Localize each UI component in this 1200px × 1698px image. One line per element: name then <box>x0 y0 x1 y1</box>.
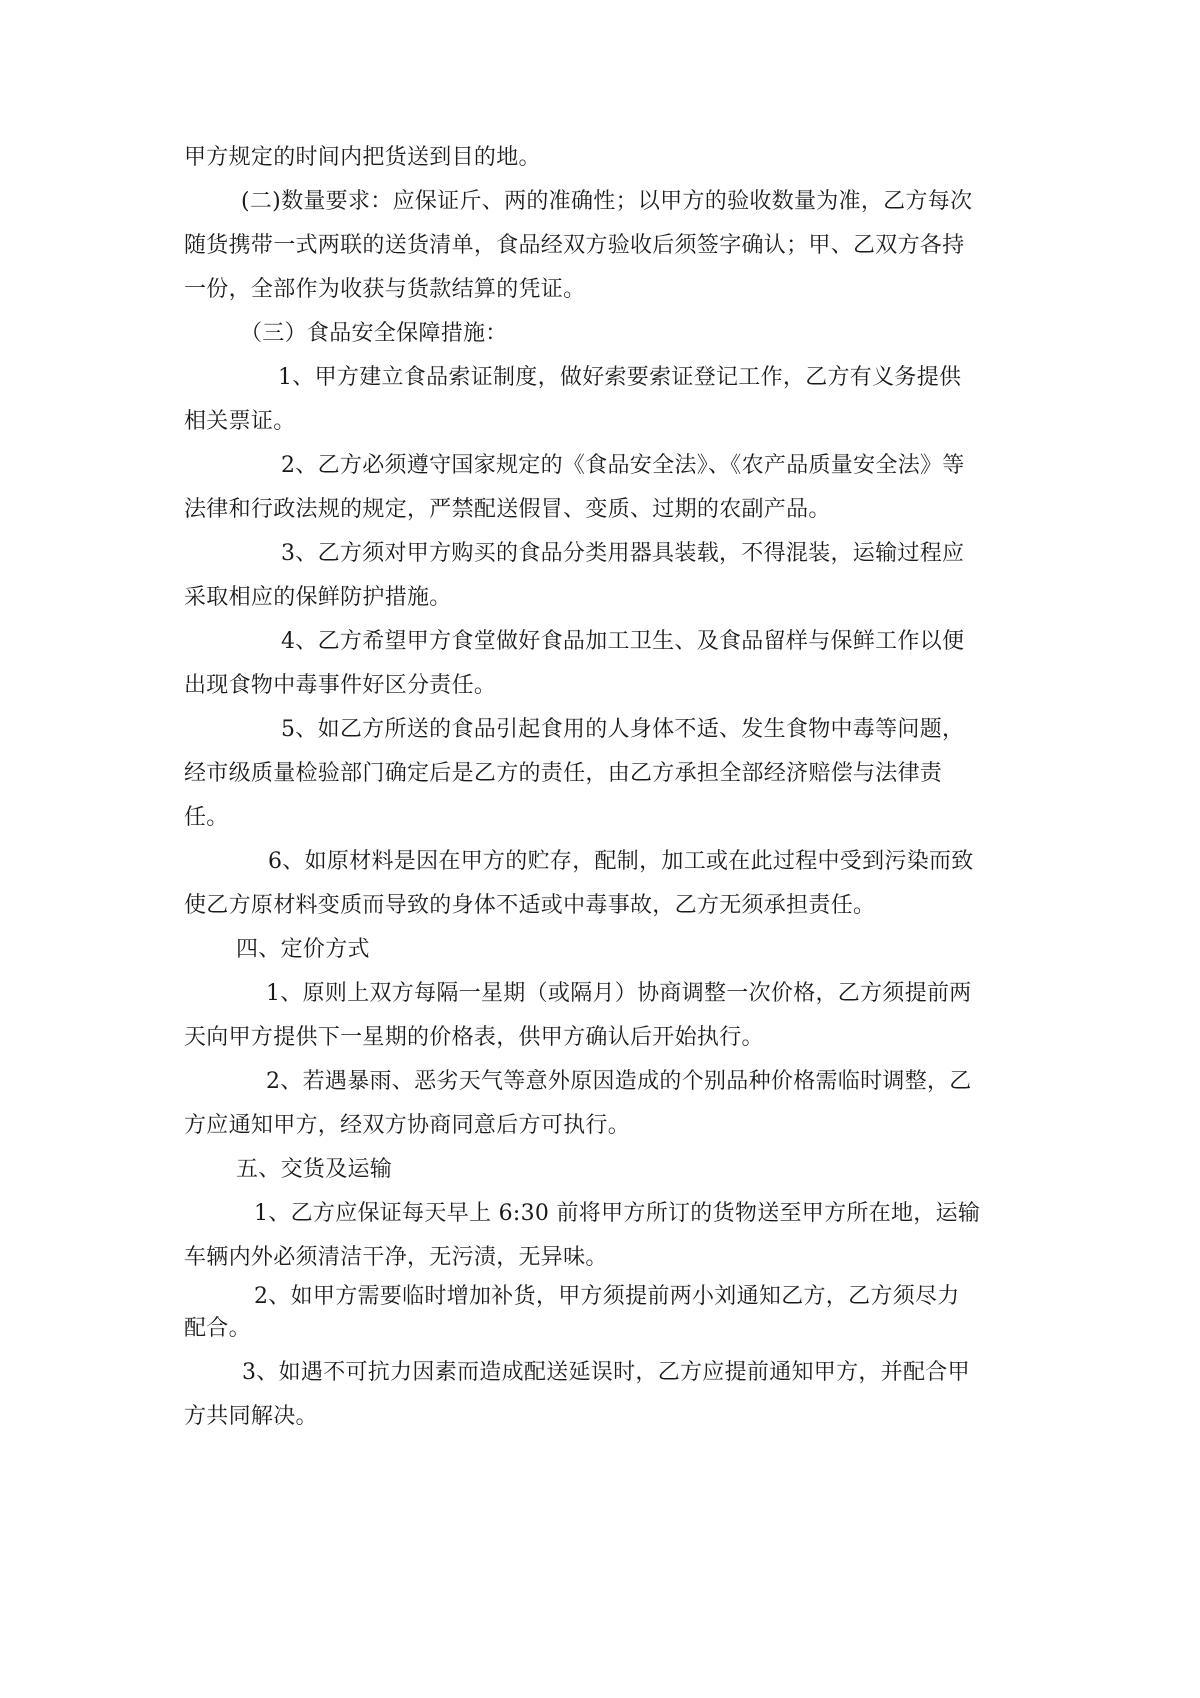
text-line: 甲方规定的时间内把货送到目的地。 <box>184 145 541 170</box>
text-line: 经市级质量检验部门确定后是乙方的责任，由乙方承担全部经济赔偿与法律责 <box>184 761 943 786</box>
text-line: 出现食物中毒事件好区分责任。 <box>184 673 497 698</box>
text-line: 1、原则上双方每隔一星期（或隔月）协商调整一次价格，乙方须提前两 <box>266 981 972 1006</box>
text-line: 4、乙方希望甲方食堂做好食品加工卫生、及食品留样与保鲜工作以便 <box>281 629 965 654</box>
text-line: 天向甲方提供下一星期的价格表，供甲方确认后开始执行。 <box>184 1025 764 1050</box>
text-line: 配合。 <box>184 1316 251 1341</box>
text-line: 1、乙方应保证每天早上 6:30 前将甲方所订的货物送至甲方所在地，运输 <box>254 1201 981 1226</box>
text-line: 随货携带一式两联的送货清单，食品经双方验收后须签字确认；甲、乙双方各持 <box>184 233 965 258</box>
section-heading: 五、交货及运输 <box>236 1157 393 1182</box>
text-line: 任。 <box>184 805 229 830</box>
text-line: 1、甲方建立食品索证制度，做好索要索证登记工作，乙方有义务提供 <box>278 365 962 390</box>
section-heading: 四、定价方式 <box>236 937 370 962</box>
text-line: 2、如甲方需要临时增加补货，甲方须提前两小刘通知乙方，乙方须尽力 <box>254 1284 960 1309</box>
text-line: 2、若遇暴雨、恶劣天气等意外原因造成的个别品种价格需临时调整，乙 <box>266 1069 972 1094</box>
text-line: 方应通知甲方，经双方协商同意后方可执行。 <box>184 1113 631 1138</box>
text-line: 车辆内外必须清洁干净，无污渍，无异味。 <box>184 1245 608 1270</box>
text-line: (二)数量要求：应保证斤、两的准确性；以甲方的验收数量为准，乙方每次 <box>241 189 973 214</box>
text-line: 3、乙方须对甲方购买的食品分类用器具装载，不得混装，运输过程应 <box>281 541 965 566</box>
text-line: 采取相应的保鲜防护措施。 <box>184 585 452 610</box>
text-line: 法律和行政法规的规定，严禁配送假冒、变质、过期的农副产品。 <box>184 497 831 522</box>
text-line: 2、乙方必须遵守国家规定的《食品安全法》、《农产品质量安全法》等 <box>281 453 965 478</box>
text-line: （三）食品安全保障措施： <box>240 321 508 346</box>
text-line: 3、如遇不可抗力因素而造成配送延误时，乙方应提前通知甲方，并配合甲 <box>242 1360 970 1385</box>
text-line: 5、如乙方所送的食品引起食用的人身体不适、发生食物中毒等问题， <box>281 717 965 742</box>
text-line: 一份，全部作为收获与货款结算的凭证。 <box>184 277 586 302</box>
text-line: 相关票证。 <box>184 409 296 434</box>
text-line: 使乙方原材料变质而导致的身体不适或中毒事故，乙方无须承担责任。 <box>184 893 876 918</box>
text-line: 方共同解决。 <box>184 1404 318 1429</box>
text-line: 6、如原材料是因在甲方的贮存，配制，加工或在此过程中受到污染而致 <box>268 849 974 874</box>
